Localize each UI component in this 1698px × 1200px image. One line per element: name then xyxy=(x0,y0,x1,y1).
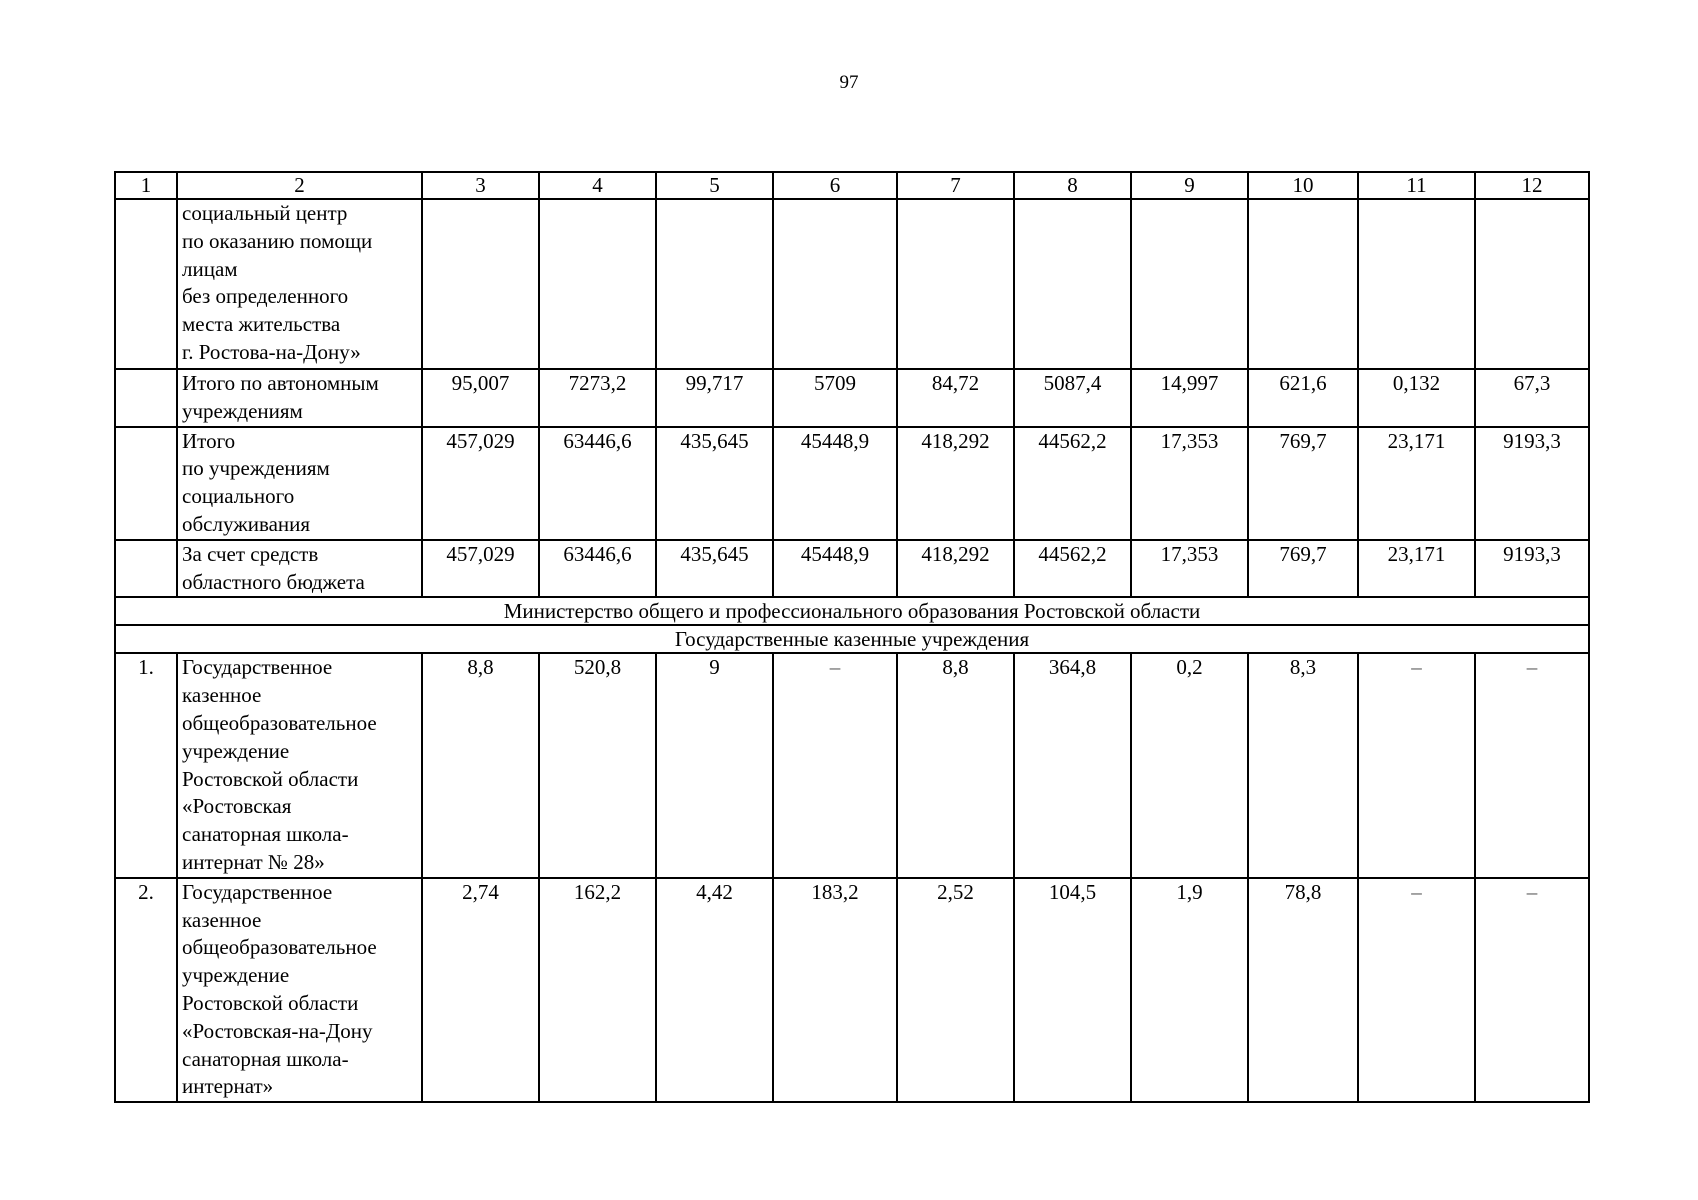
value-cell: 17,353 xyxy=(1131,540,1248,598)
value-cell: 45448,9 xyxy=(773,427,897,540)
row-number xyxy=(115,427,177,540)
value-cell: 457,029 xyxy=(422,540,539,598)
value-cell: – xyxy=(1358,878,1475,1102)
value-cell: 435,645 xyxy=(656,427,773,540)
value-cell: 84,72 xyxy=(897,369,1014,427)
value-cell: – xyxy=(1475,878,1589,1102)
value-cell: 23,171 xyxy=(1358,540,1475,598)
value-cell: 7273,2 xyxy=(539,369,656,427)
table-row xyxy=(115,199,1589,369)
value-cell: 457,029 xyxy=(422,427,539,540)
table-row xyxy=(115,427,1589,540)
value-cell: 23,171 xyxy=(1358,427,1475,540)
table-row xyxy=(115,369,1589,427)
value-cell xyxy=(422,199,539,369)
value-cell: 99,717 xyxy=(656,369,773,427)
page-number: 97 xyxy=(839,72,859,93)
column-number: 5 xyxy=(656,172,773,199)
institution-name: Итого по автономным учреждениям xyxy=(177,369,422,427)
value-cell xyxy=(897,199,1014,369)
value-cell xyxy=(1358,199,1475,369)
column-number: 2 xyxy=(177,172,422,199)
value-cell: 435,645 xyxy=(656,540,773,598)
value-cell: 364,8 xyxy=(1014,653,1131,877)
row-number xyxy=(115,199,177,369)
column-number: 11 xyxy=(1358,172,1475,199)
value-cell xyxy=(539,199,656,369)
column-number: 3 xyxy=(422,172,539,199)
value-cell: 418,292 xyxy=(897,427,1014,540)
value-cell: – xyxy=(1358,653,1475,877)
value-cell: 2,52 xyxy=(897,878,1014,1102)
institution-name: За счет средств областного бюджета xyxy=(177,540,422,598)
value-cell: 0,132 xyxy=(1358,369,1475,427)
value-cell: 0,2 xyxy=(1131,653,1248,877)
value-cell xyxy=(656,199,773,369)
value-cell: 17,353 xyxy=(1131,427,1248,540)
value-cell: 520,8 xyxy=(539,653,656,877)
table-row xyxy=(115,653,1589,877)
value-cell: 4,42 xyxy=(656,878,773,1102)
value-cell xyxy=(1014,199,1131,369)
row-number: 2. xyxy=(115,878,177,1102)
data-table xyxy=(114,171,1590,1103)
value-cell: 63446,6 xyxy=(539,540,656,598)
value-cell: 104,5 xyxy=(1014,878,1131,1102)
value-cell: 45448,9 xyxy=(773,540,897,598)
column-number: 4 xyxy=(539,172,656,199)
value-cell: 1,9 xyxy=(1131,878,1248,1102)
value-cell: 67,3 xyxy=(1475,369,1589,427)
value-cell: 2,74 xyxy=(422,878,539,1102)
value-cell: 44562,2 xyxy=(1014,427,1131,540)
institution-name: социальный центр по оказанию помощи лицам без определенного места жительства г. Ростова-на-Дону» xyxy=(177,199,422,369)
column-number: 12 xyxy=(1475,172,1589,199)
row-number: 1. xyxy=(115,653,177,877)
column-number: 6 xyxy=(773,172,897,199)
value-cell: 9193,3 xyxy=(1475,540,1589,598)
column-number: 1 xyxy=(115,172,177,199)
value-cell xyxy=(773,199,897,369)
value-cell: 5709 xyxy=(773,369,897,427)
column-number: 9 xyxy=(1131,172,1248,199)
value-cell: 183,2 xyxy=(773,878,897,1102)
ministry-section-heading: Министерство общего и профессионального образования Ростовской области xyxy=(115,597,1589,625)
value-cell: 162,2 xyxy=(539,878,656,1102)
value-cell: 44562,2 xyxy=(1014,540,1131,598)
column-number: 10 xyxy=(1248,172,1358,199)
value-cell xyxy=(1248,199,1358,369)
row-number xyxy=(115,540,177,598)
institution-name: Государственное казенное общеобразовательное учреждение Ростовской области «Ростовская санаторная школа- интернат № 28» xyxy=(177,653,422,877)
row-number xyxy=(115,369,177,427)
value-cell: 5087,4 xyxy=(1014,369,1131,427)
value-cell: 78,8 xyxy=(1248,878,1358,1102)
value-cell: – xyxy=(773,653,897,877)
value-cell: – xyxy=(1475,653,1589,877)
value-cell: 621,6 xyxy=(1248,369,1358,427)
value-cell: 8,3 xyxy=(1248,653,1358,877)
section-row xyxy=(115,625,1589,653)
value-cell: 63446,6 xyxy=(539,427,656,540)
value-cell xyxy=(1131,199,1248,369)
value-cell: 9 xyxy=(656,653,773,877)
value-cell: 95,007 xyxy=(422,369,539,427)
column-number: 7 xyxy=(897,172,1014,199)
institution-name: Итого по учреждениям социального обслуживания xyxy=(177,427,422,540)
table-row xyxy=(115,540,1589,598)
column-number-row xyxy=(115,172,1589,199)
table-row xyxy=(115,878,1589,1102)
value-cell: 769,7 xyxy=(1248,427,1358,540)
value-cell xyxy=(1475,199,1589,369)
value-cell: 8,8 xyxy=(422,653,539,877)
column-number: 8 xyxy=(1014,172,1131,199)
value-cell: 769,7 xyxy=(1248,540,1358,598)
institution-name: Государственное казенное общеобразовательное учреждение Ростовской области «Ростовская-на-Дону санаторная школа- интернат» xyxy=(177,878,422,1102)
value-cell: 14,997 xyxy=(1131,369,1248,427)
institution-type-heading: Государственные казенные учреждения xyxy=(115,625,1589,653)
section-row xyxy=(115,597,1589,625)
value-cell: 8,8 xyxy=(897,653,1014,877)
value-cell: 418,292 xyxy=(897,540,1014,598)
value-cell: 9193,3 xyxy=(1475,427,1589,540)
